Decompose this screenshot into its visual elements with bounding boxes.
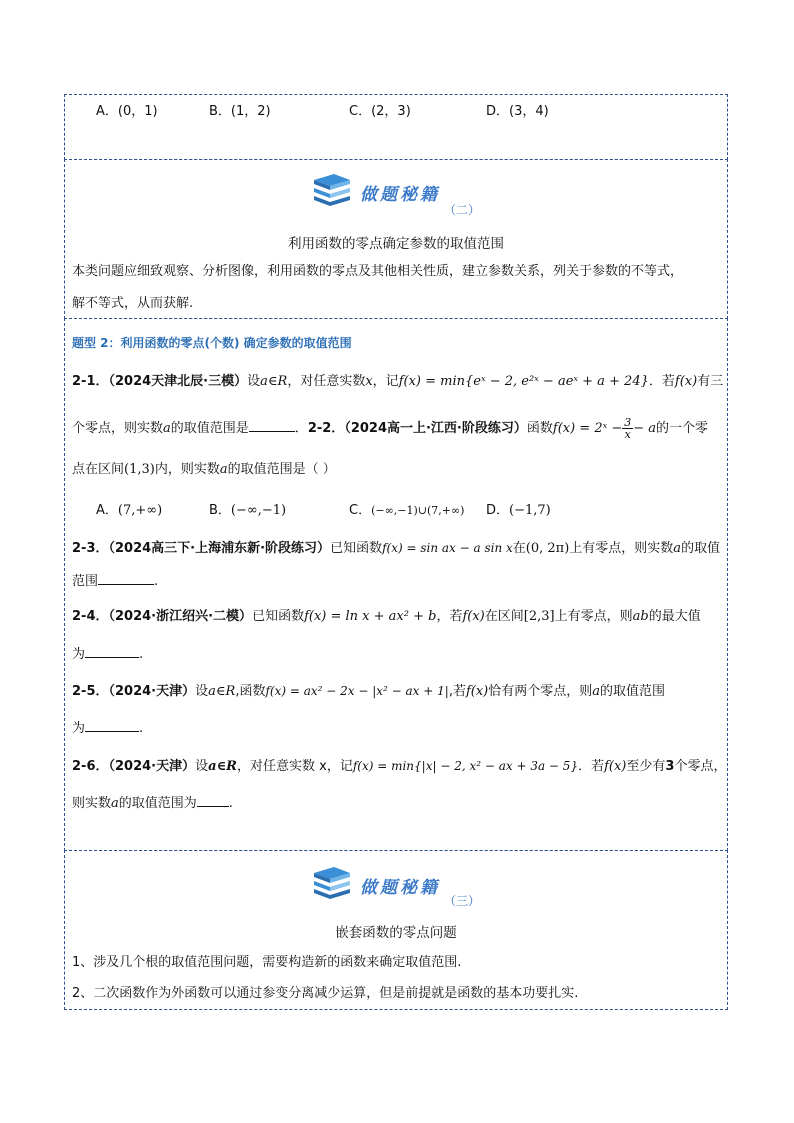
problem-2-2-line2 (72, 461, 336, 479)
math: f(x) = ax² − 2x − |x² − ax + 1| (265, 684, 449, 698)
problem-id: 2-3． (72, 541, 109, 556)
text: 上有零点，则实数 (569, 541, 674, 556)
text: ，若 (436, 609, 463, 624)
secret-number-3: （三） (444, 894, 481, 908)
math: f(x) = min{eˣ − 2, e²ˣ − aeˣ + a + 24} (398, 374, 649, 389)
text: ,若 (448, 684, 466, 699)
answer-blank[interactable] (85, 719, 139, 732)
math: [2,3] (523, 609, 555, 624)
problem-2-4-line2 (72, 645, 143, 664)
option-b[interactable]: B．(1，2) (209, 104, 271, 119)
problem-source: （2024高三下·上海浦东新·阶段练习） (108, 541, 331, 556)
problem-id: 2-5． (72, 684, 109, 699)
math: f(x) (604, 759, 627, 774)
text: . (228, 796, 233, 811)
text: ．若 (578, 759, 605, 774)
problem-2-1-line1 (72, 373, 723, 391)
p22-option-c[interactable]: C．(−∞,−1)∪(7,+∞) (349, 503, 465, 518)
text: 个零点， (674, 759, 727, 774)
secret-title-2: 做题秘籍 (360, 185, 440, 205)
books-icon (312, 172, 352, 206)
text: 已知函数 (330, 541, 383, 556)
math: ab (632, 609, 649, 624)
math: a (111, 796, 119, 811)
problem-source: （2024·天津） (108, 759, 196, 774)
secret-item-3-2: 2、二次函数作为外函数可以通过参变分离减少运算，但是前提就是函数的基本功要扎实. (72, 986, 579, 1001)
problem-2-6-line1 (72, 757, 726, 776)
text: 已知函数 (252, 609, 305, 624)
problem-source: （2024·浙江绍兴·二模） (108, 609, 253, 624)
text: 设 (195, 759, 209, 774)
p22-option-b[interactable]: B．(−∞,−1) (209, 503, 287, 518)
text: 有三 (697, 374, 724, 389)
text: 的取值范围是（ ） (227, 462, 336, 477)
problem-2-4-line1 (72, 608, 701, 626)
text: 恰有两个零点，则 (488, 684, 593, 699)
text: ，对任意实数 (287, 374, 366, 389)
problem-2-1-line2 (72, 417, 708, 440)
math: f(x) (674, 374, 698, 389)
text: 函数 (526, 421, 553, 436)
secret-para-2-line1: 本类问题应细致观察、分析图像，利用函数的零点及其他相关性质，建立参数关系，列关于参数的不等式， (72, 264, 684, 279)
math: a∈R (208, 759, 237, 774)
math: f(x) (462, 609, 485, 624)
math: a (673, 541, 682, 556)
text: 在区间 (484, 609, 524, 624)
text: 上有零点，则 (554, 609, 633, 624)
text: 设 (247, 374, 261, 389)
answer-blank[interactable] (98, 572, 154, 585)
problem-id: 2-1． (72, 374, 109, 389)
problem-id: 2-2． (307, 421, 345, 436)
p22-option-a[interactable]: A．(7,+∞) (96, 503, 163, 518)
math: a (163, 421, 171, 436)
answer-blank[interactable] (249, 419, 295, 432)
secret-para-2-line2: 解不等式，从而获解. (72, 296, 194, 311)
text: . (139, 647, 144, 662)
math: f(x) = min{|x| − 2, x² − ax + 3a − 5} (352, 759, 579, 773)
text: ，记 (372, 374, 399, 389)
math: − a (633, 421, 657, 436)
text: . (154, 574, 159, 589)
text: 设 (195, 684, 209, 699)
text: . (139, 721, 144, 736)
secret-item-3-1: 1、涉及几个根的取值范围问题，需要构造新的函数来确定取值范围. (72, 955, 462, 970)
math: f(x) = ln x + ax² + b (304, 609, 437, 624)
problem-id: 2-4． (72, 609, 109, 624)
secret-banner-2 (0, 170, 794, 217)
math: x (365, 374, 373, 389)
math: a∈R (260, 374, 288, 389)
text: 的取值范围 (600, 684, 666, 699)
math: (0, 2π) (525, 541, 570, 556)
text: 3 (665, 759, 675, 774)
text: 的取值范围为 (118, 796, 197, 811)
math: a (219, 462, 228, 477)
text: 的一个零 (656, 421, 709, 436)
problem-source: （2024·天津） (108, 684, 196, 699)
option-d[interactable]: D．(3，4) (486, 104, 549, 119)
secret-heading-2: 利用函数的零点确定参数的取值范围 (288, 236, 504, 252)
math: a∈R (208, 684, 236, 699)
answer-blank[interactable] (197, 794, 229, 807)
text: 为 (72, 721, 86, 736)
problem-2-5-line1 (72, 682, 665, 701)
answer-blank[interactable] (85, 645, 139, 658)
text: 的取值 (681, 541, 721, 556)
problem-id: 2-6． (72, 759, 109, 774)
option-a[interactable]: A．(0，1) (96, 104, 158, 119)
text: 的取值范围是 (170, 421, 249, 436)
math: (1,3) (124, 462, 155, 477)
text: 为 (72, 647, 86, 662)
topic-label-2: 题型 2：利用函数的零点(个数) 确定参数的取值范围 (72, 336, 352, 350)
text: 内，则实数 (154, 462, 220, 477)
problem-2-3-line2 (72, 572, 158, 591)
problem-2-3-line1 (72, 539, 720, 558)
p22-option-d[interactable]: D．(−1,7) (486, 503, 551, 518)
secret-title-3: 做题秘籍 (360, 878, 440, 898)
math: f(x) = sin ax − a sin x (382, 541, 513, 555)
text: ． (294, 421, 308, 436)
text: 点在区间 (72, 462, 125, 477)
text: 在 (512, 541, 526, 556)
text: 范围 (72, 574, 99, 589)
problem-2-6-line2 (72, 794, 233, 813)
problem-source: （2024高一上·江西·阶段练习） (344, 421, 527, 436)
secret-number-2: （二） (444, 203, 481, 217)
text: ，对任意实数 x，记 (237, 759, 353, 774)
text: ．若 (648, 374, 675, 389)
math: a (592, 684, 601, 699)
text: 个零点，则实数 (72, 421, 164, 436)
math: f(x) = 2ˣ − (552, 421, 623, 436)
text: ,函数 (235, 684, 266, 699)
text: 则实数 (72, 796, 112, 811)
books-icon (312, 865, 352, 899)
secret-banner-3 (0, 863, 794, 907)
option-c[interactable]: C．(2，3) (349, 104, 411, 119)
math: f(x) (465, 684, 489, 699)
text: 至少有 (626, 759, 666, 774)
problem-2-5-line2 (72, 719, 143, 738)
text: 的最大值 (648, 609, 701, 624)
secret-heading-3: 嵌套函数的零点问题 (335, 925, 457, 941)
fraction: $\frac{3}{x}$ (624, 416, 632, 441)
problem-source: （2024天津北辰·三模） (108, 374, 248, 389)
